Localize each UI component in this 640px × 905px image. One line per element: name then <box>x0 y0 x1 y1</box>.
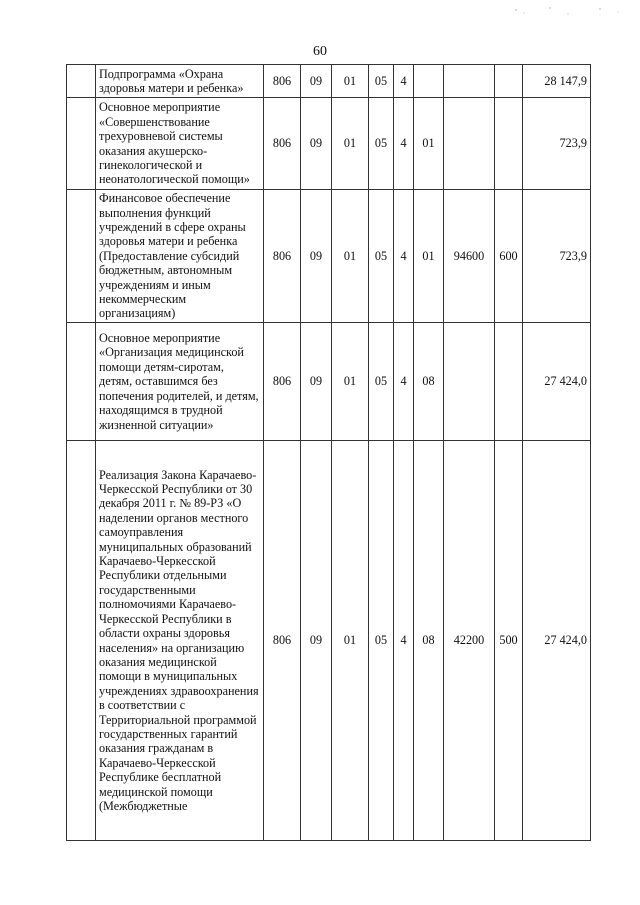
ministry-code: 806 <box>264 98 301 190</box>
expense-type-code <box>495 98 523 190</box>
direction-code: 94600 <box>444 190 495 323</box>
subsection-code: 01 <box>332 323 369 441</box>
event-code: 01 <box>414 190 444 323</box>
ministry-code: 806 <box>264 441 301 841</box>
section-code: 09 <box>301 190 332 323</box>
section-code: 09 <box>301 441 332 841</box>
subprogram-code: 4 <box>394 323 414 441</box>
expense-type-code <box>495 65 523 98</box>
number-cell <box>67 323 96 441</box>
amount: 723,9 <box>523 98 591 190</box>
expense-type-code: 500 <box>495 441 523 841</box>
event-code <box>414 65 444 98</box>
direction-code <box>444 323 495 441</box>
direction-code: 42200 <box>444 441 495 841</box>
row-name: Финансовое обеспечение выполнения функций учреждений в сфере охраны здоровья матери и ребенка (Предоставление субсидий бюджетным, автономным учреждениям и иным некоммерческим организациям) <box>96 190 264 323</box>
program-code: 05 <box>369 441 394 841</box>
table-row <box>67 190 591 323</box>
section-code: 09 <box>301 98 332 190</box>
section-code: 09 <box>301 323 332 441</box>
table-row <box>67 65 591 98</box>
subprogram-code: 4 <box>394 65 414 98</box>
subprogram-code: 4 <box>394 441 414 841</box>
row-name: Реализация Закона Карачаево-Черкесской Республики от 30 декабря 2011 г. № 89-РЗ «О наделении органов местного самоуправления муниципальных образований Карачаево-Черкесской Республики отдельными государственными полномочиями Карачаево-Черкесской Республики в области охраны здоровья населения» на организацию оказания медицинской помощи в муниципальных учреждениях здравоохранения в соответствии с Территориальной программой государственных гарантий оказания гражданам в Карачаево-Черкесской Республике бесплатной медицинской помощи (Межбюджетные <box>96 441 264 841</box>
section-code: 09 <box>301 65 332 98</box>
subsection-code: 01 <box>332 98 369 190</box>
program-code: 05 <box>369 190 394 323</box>
budget-table <box>66 64 591 841</box>
ministry-code: 806 <box>264 323 301 441</box>
row-name: Основное мероприятие «Организация медицинской помощи детям-сиротам, детям, оставшимся без попечения родителей, и детям, находящимся в трудной жизненной ситуации» <box>96 323 264 441</box>
program-code: 05 <box>369 323 394 441</box>
amount: 723,9 <box>523 190 591 323</box>
amount: 28 147,9 <box>523 65 591 98</box>
ministry-code: 806 <box>264 65 301 98</box>
direction-code <box>444 98 495 190</box>
subprogram-code: 4 <box>394 98 414 190</box>
subsection-code: 01 <box>332 441 369 841</box>
row-name: Подпрограмма «Охрана здоровья матери и ребенка» <box>96 65 264 98</box>
row-name: Основное мероприятие «Совершенствование трехуровневой системы оказания акушерско-гинекологической и неонатологической помощи» <box>96 98 264 190</box>
table-row <box>67 323 591 441</box>
page-number: 60 <box>313 44 327 59</box>
number-cell <box>67 441 96 841</box>
table-row <box>67 441 591 841</box>
event-code: 01 <box>414 98 444 190</box>
amount: 27 424,0 <box>523 323 591 441</box>
subprogram-code: 4 <box>394 190 414 323</box>
subsection-code: 01 <box>332 190 369 323</box>
expense-type-code <box>495 323 523 441</box>
amount: 27 424,0 <box>523 441 591 841</box>
number-cell <box>67 65 96 98</box>
expense-type-code: 600 <box>495 190 523 323</box>
subsection-code: 01 <box>332 65 369 98</box>
program-code: 05 <box>369 98 394 190</box>
program-code: 05 <box>369 65 394 98</box>
ministry-code: 806 <box>264 190 301 323</box>
direction-code <box>444 65 495 98</box>
event-code: 08 <box>414 441 444 841</box>
table-row <box>67 98 591 190</box>
scan-noise-decoration <box>510 4 630 18</box>
number-cell <box>67 190 96 323</box>
event-code: 08 <box>414 323 444 441</box>
number-cell <box>67 98 96 190</box>
